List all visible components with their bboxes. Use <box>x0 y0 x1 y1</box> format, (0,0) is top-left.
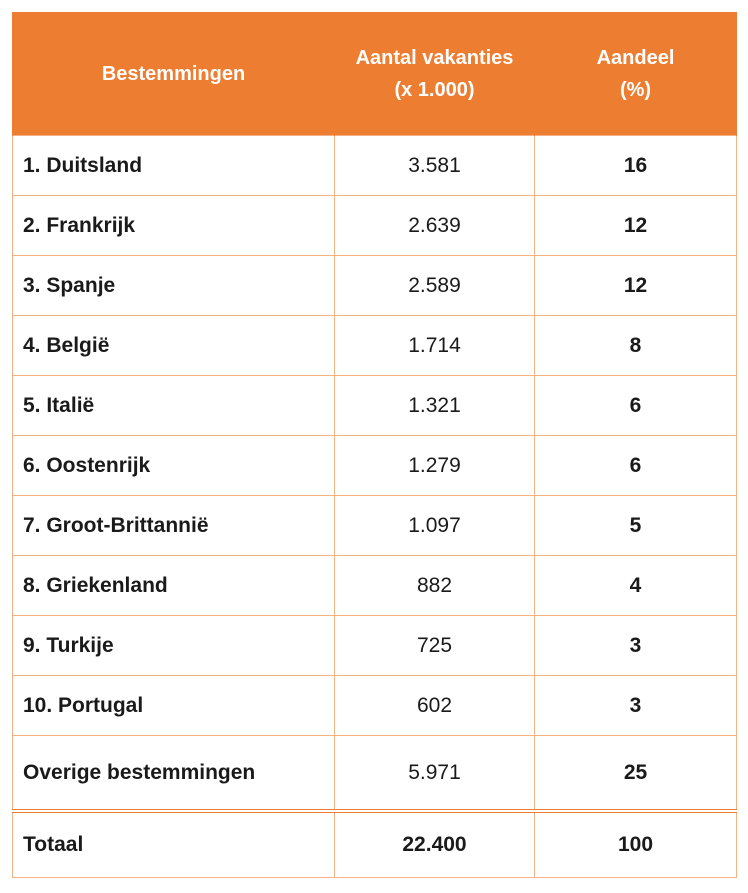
share-percent: 5 <box>535 496 737 556</box>
share-percent: 16 <box>535 136 737 196</box>
table-row <box>13 436 737 496</box>
holiday-destinations-table <box>12 12 737 878</box>
holiday-count: 725 <box>335 616 535 676</box>
share-percent: 6 <box>535 436 737 496</box>
share-percent: 12 <box>535 256 737 316</box>
total-share: 100 <box>535 811 737 878</box>
holiday-count: 3.581 <box>335 136 535 196</box>
destination-name: 2. Frankrijk <box>13 196 335 256</box>
share-percent: 12 <box>535 196 737 256</box>
table-row <box>13 676 737 736</box>
table-row <box>13 196 737 256</box>
table-row <box>13 316 737 376</box>
other-destinations-share: 25 <box>535 736 737 812</box>
table-row <box>13 376 737 436</box>
header-share-line1: Aandeel <box>596 46 675 69</box>
destination-name: 8. Griekenland <box>13 556 335 616</box>
total-label: Totaal <box>13 811 335 878</box>
table-row <box>13 136 737 196</box>
destination-name: 10. Portugal <box>13 676 335 736</box>
destination-name: 1. Duitsland <box>13 136 335 196</box>
header-destinations <box>13 12 335 136</box>
destination-name: 4. België <box>13 316 335 376</box>
header-destinations-label: Bestemmingen <box>101 62 246 85</box>
destination-name: 9. Turkije <box>13 616 335 676</box>
destination-name: 3. Spanje <box>13 256 335 316</box>
table-row <box>13 616 737 676</box>
header-share <box>535 12 737 136</box>
holiday-count: 1.097 <box>335 496 535 556</box>
header-holiday-count-line2: (x 1.000) <box>394 78 475 101</box>
holiday-count: 2.589 <box>335 256 535 316</box>
share-percent: 3 <box>535 676 737 736</box>
total-count: 22.400 <box>335 811 535 878</box>
other-destinations-count: 5.971 <box>335 736 535 812</box>
table-row <box>13 496 737 556</box>
holiday-count: 1.714 <box>335 316 535 376</box>
destination-name: 7. Groot-Brittannië <box>13 496 335 556</box>
destination-name: 6. Oostenrijk <box>13 436 335 496</box>
header-holiday-count <box>335 12 535 136</box>
other-destinations-row <box>13 736 737 812</box>
table-row <box>13 256 737 316</box>
other-destinations-name: Overige bestemmingen <box>13 736 335 812</box>
share-percent: 6 <box>535 376 737 436</box>
header-holiday-count-line1: Aantal vakanties <box>355 46 514 69</box>
header-share-line2: (%) <box>619 78 652 101</box>
share-percent: 3 <box>535 616 737 676</box>
share-percent: 8 <box>535 316 737 376</box>
table-header-row <box>13 12 737 136</box>
holiday-count: 1.279 <box>335 436 535 496</box>
holiday-count: 1.321 <box>335 376 535 436</box>
holiday-count: 602 <box>335 676 535 736</box>
holiday-count: 882 <box>335 556 535 616</box>
holiday-count: 2.639 <box>335 196 535 256</box>
destination-name: 5. Italië <box>13 376 335 436</box>
total-row <box>13 811 737 878</box>
table-row <box>13 556 737 616</box>
share-percent: 4 <box>535 556 737 616</box>
